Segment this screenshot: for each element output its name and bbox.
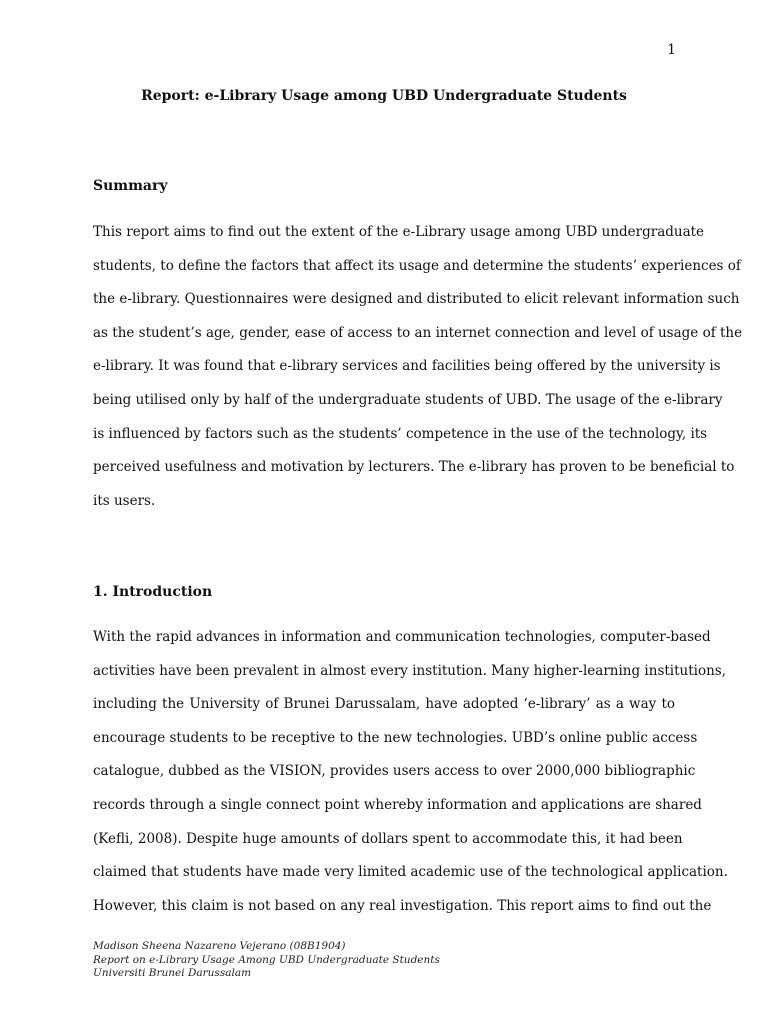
paragraph-line: as the student’s age, gender, ease of access to an internet connection and level of usage of the (93, 324, 743, 341)
paragraph-line: This report aims to find out the extent of the e-Library usage among UBD undergraduate (93, 224, 705, 240)
report-title: Report: e-Library Usage among UBD Undergraduate Students (141, 88, 627, 104)
paragraph-line: (Kefli, 2008). Despite huge amounts of dollars spent to accommodate this, it had been (93, 830, 683, 847)
summary-paragraph (93, 216, 743, 518)
summary-heading: Summary (93, 178, 168, 194)
page-number: 1 (667, 42, 676, 58)
paragraph-line: perceived usefulness and motivation by lecturers. The e-library has proven to be beneficial to (93, 459, 735, 476)
paragraph-line: including the University of Brunei Darussalam, have adopted ‘e-library’ as a way to (93, 696, 675, 713)
footer-report-title: Report on e-Library Usage Among UBD Undergraduate Students (93, 953, 440, 966)
paragraph-line: However, this claim is not based on any real investigation. This report aims to find out the (93, 897, 712, 914)
paragraph-line: activities have been prevalent in almost every institution. Many higher-learning institutions, (93, 662, 727, 679)
paragraph-line: e-library. It was found that e-library services and facilities being offered by the university is (93, 358, 721, 375)
introduction-heading: 1. Introduction (93, 584, 213, 600)
paragraph-line: the e-library. Questionnaires were designed and distributed to elicit relevant information such (93, 291, 740, 308)
paragraph-line: With the rapid advances in information and communication technologies, computer-based (93, 629, 711, 645)
footer-author: Madison Sheena Nazareno Vejerano (08B1904) (93, 940, 346, 952)
paragraph-line: encourage students to be receptive to the new technologies. UBD’s online public access (93, 729, 698, 746)
paragraph-line: students, to define the factors that affect its usage and determine the students’ experiences of (93, 257, 741, 274)
paragraph-line: claimed that students have made very limited academic use of the technological application. (93, 864, 728, 881)
paragraph-line: being utilised only by half of the undergraduate students of UBD. The usage of the e-library (93, 391, 723, 408)
paragraph-line: catalogue, dubbed as the VISION, provides users access to over 2000,000 bibliographic (93, 763, 696, 780)
paragraph-line: its users. (93, 492, 156, 509)
introduction-paragraph (93, 621, 728, 923)
page-footer (93, 940, 440, 981)
paragraph-line: is influenced by factors such as the students’ competence in the use of the technology, its (93, 425, 708, 442)
footer-institution: Universiti Brunei Darussalam (93, 967, 252, 979)
paragraph-line: records through a single connect point whereby information and applications are shared (93, 796, 702, 813)
